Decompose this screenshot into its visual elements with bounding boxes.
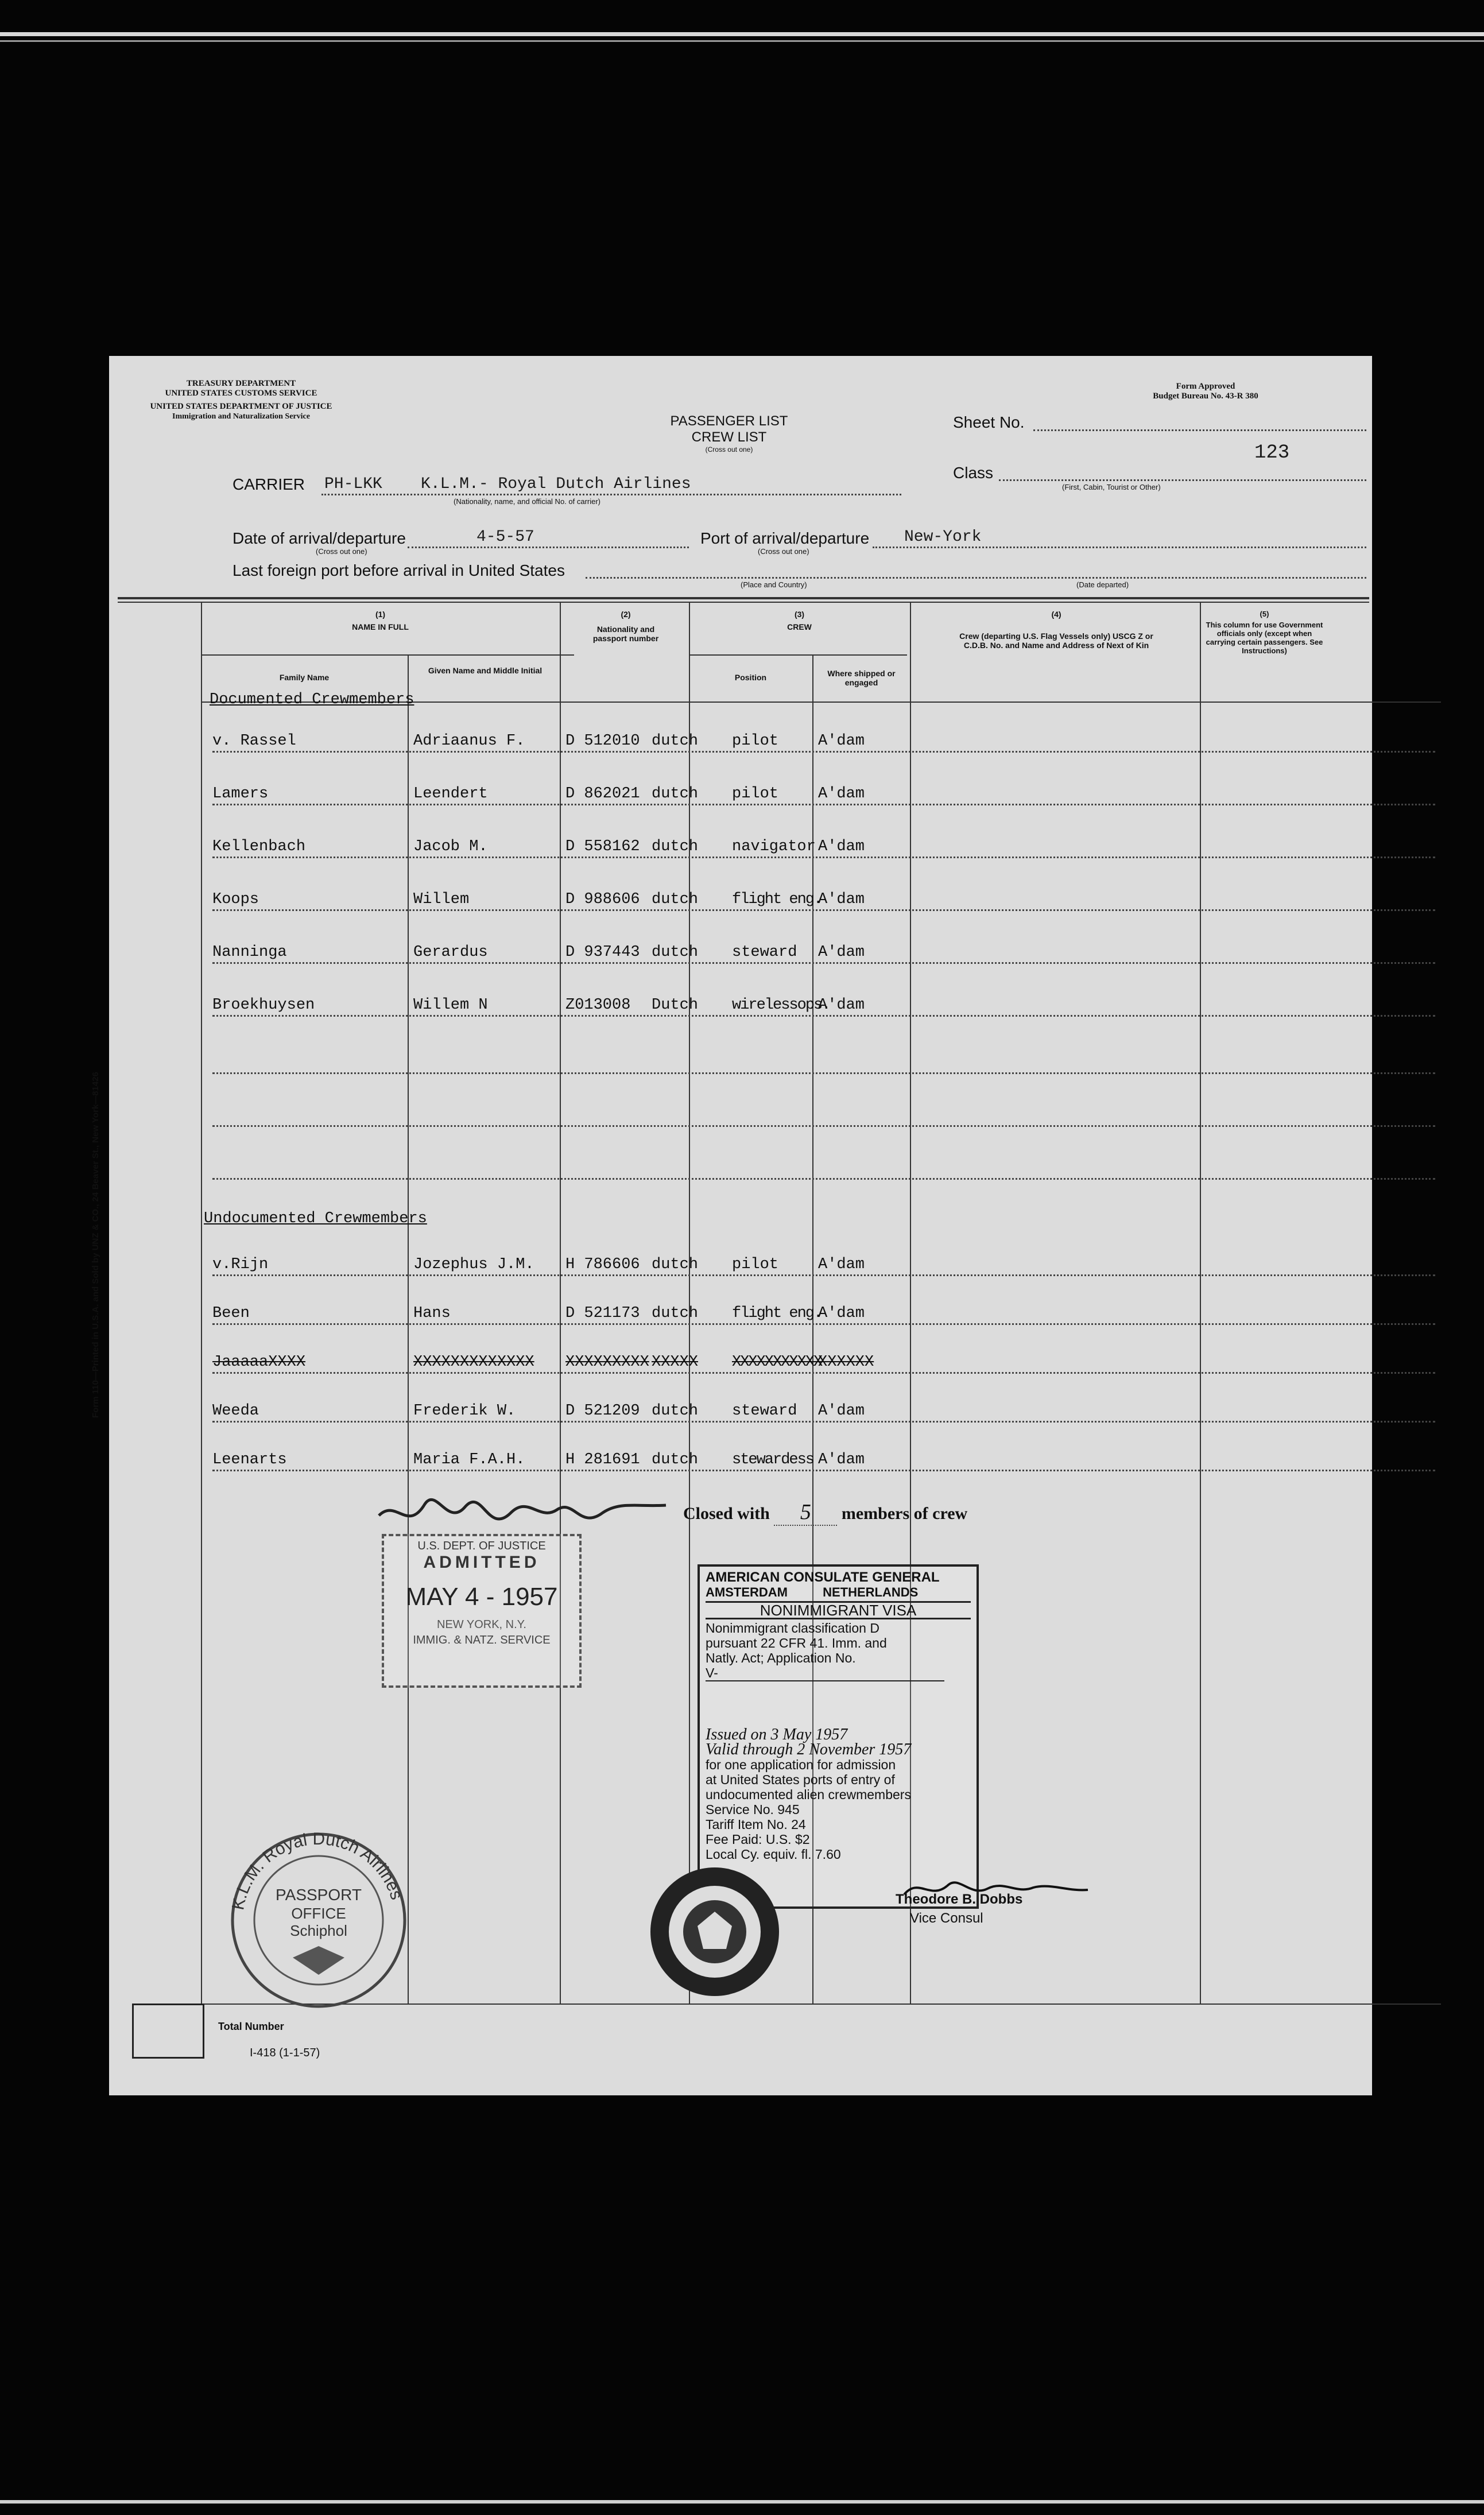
date-line: [408, 547, 689, 548]
form-approved: Form Approved: [1176, 382, 1235, 391]
undocumented-row-shipped: A'dam: [818, 1451, 865, 1468]
documented-row-shipped: A'dam: [818, 785, 865, 803]
visa-line11: at United States ports of entry of: [706, 1772, 895, 1787]
col-nat-crew: [689, 602, 690, 2004]
consul-signature: [901, 1871, 1091, 1906]
undocumented-row-given: Hans: [413, 1305, 451, 1322]
col3-num: (3): [794, 610, 805, 619]
documented-row-shipped: A'dam: [818, 944, 865, 961]
total-number-label: Total Number: [218, 2021, 284, 2032]
port-note: (Cross out one): [758, 547, 809, 556]
klm-line1: PASSPORT: [276, 1886, 362, 1904]
crown-icon: [293, 1946, 344, 1975]
form-number: I-418 (1-1-57): [250, 2047, 320, 2059]
table-top-rule-2: [118, 602, 1369, 603]
undocumented-row-position: pilot: [732, 1256, 779, 1273]
klm-line2: OFFICE: [291, 1905, 346, 1922]
documented-row-given: Willem N: [413, 997, 488, 1014]
undocumented-row-position: XXXXXXXXXXX: [732, 1354, 822, 1371]
closed-label: Closed with: [683, 1504, 770, 1523]
undocumented-row-passport: H 281691: [565, 1451, 640, 1468]
documented-row-shipped: A'dam: [818, 997, 865, 1014]
undocumented-row-nat: XXXXX: [652, 1354, 699, 1371]
documented-row-family: Lamers: [212, 785, 269, 803]
dept-treasury: TREASURY DEPARTMENT: [186, 379, 296, 388]
crew-list-form: [91, 356, 1372, 2095]
documented-row-passport: D 512010: [565, 733, 640, 750]
undocumented-row-family: Been: [212, 1305, 250, 1322]
documented-row-line: [212, 857, 1435, 858]
port-line: [873, 547, 1366, 548]
undocumented-row-line: [212, 1323, 1435, 1325]
undocumented-row-given: Jozephus J.M.: [413, 1256, 534, 1273]
documented-row-position: flight eng.: [732, 891, 822, 908]
visa-line15: Fee Paid: U.S. $2: [706, 1832, 810, 1847]
visa-line7: V-: [706, 1665, 944, 1681]
title-note: (Cross out one): [705, 445, 753, 454]
crew-sub-rule: [689, 654, 907, 656]
undocumented-row-nat: dutch: [652, 1305, 699, 1322]
name-sub-rule: [201, 654, 574, 656]
shipped-header: Where shipped or engaged: [827, 669, 896, 687]
admitted-line2: ADMITTED: [423, 1553, 540, 1572]
department-header: [132, 379, 350, 421]
date-label: Date of arrival/departure: [233, 529, 406, 547]
undocumented-header: Undocumented Crewmembers: [204, 1210, 427, 1227]
undocumented-row-passport: H 786606: [565, 1256, 640, 1273]
consul-name: Theodore B. Dobbs: [896, 1892, 1023, 1907]
col3-header: [689, 610, 910, 631]
col5-title: This column for use Government officials only (except when carrying certain passengers. See Instructions): [1206, 621, 1323, 655]
closed-suffix: members of crew: [841, 1504, 968, 1523]
undocumented-row-shipped: A'dam: [818, 1256, 865, 1273]
undocumented-row-shipped: A'dam: [818, 1402, 865, 1420]
col1-title: NAME IN FULL: [352, 622, 409, 631]
col4-header: [913, 610, 1200, 650]
documented-row-position: pilot: [732, 785, 779, 803]
sheet-number: 123: [1254, 442, 1290, 464]
dept-justice: UNITED STATES DEPARTMENT OF JUSTICE: [150, 402, 332, 411]
col-name-nat: [560, 602, 561, 2004]
documented-row-passport: D 937443: [565, 944, 640, 961]
col5-num: (5): [1260, 610, 1269, 618]
scan-border-top: [0, 32, 1484, 36]
undocumented-row-given: XXXXXXXXXXXXX: [413, 1354, 534, 1371]
documented-row-shipped: A'dam: [818, 891, 865, 908]
visa-stamp: [698, 1564, 979, 1909]
documented-row-line: [212, 962, 1435, 964]
documented-row-passport: D 558162: [565, 838, 640, 855]
visa-line6: Natly. Act; Application No.: [706, 1650, 856, 1665]
undocumented-row-nat: dutch: [652, 1402, 699, 1420]
documented-row-nat: Dutch: [652, 997, 699, 1014]
col-left-border: [201, 602, 202, 2004]
documented-row-position: pilot: [732, 733, 779, 750]
undocumented-row-position: stewardess: [732, 1451, 814, 1468]
family-header: Family Name: [279, 673, 330, 682]
blank-row-line: [212, 1125, 1435, 1127]
documented-row-family: Broekhuysen: [212, 997, 315, 1014]
admitted-line4: NEW YORK, N.Y.: [437, 1618, 526, 1631]
carrier-line: [321, 494, 901, 495]
admitted-line1: U.S. DEPT. OF JUSTICE: [417, 1540, 546, 1552]
lastport-note: (Place and Country): [741, 580, 807, 589]
documented-row-shipped: A'dam: [818, 838, 865, 855]
visa-line9: Valid through 2 November 1957: [706, 1741, 912, 1758]
title-passenger-list: PASSENGER LIST: [670, 413, 788, 429]
date-value: 4-5-57: [476, 528, 534, 546]
documented-row-nat: dutch: [652, 944, 699, 961]
blank-row-line: [212, 1178, 1435, 1180]
undocumented-row-family: v.Rijn: [212, 1256, 269, 1273]
list-title: [660, 413, 798, 454]
documented-row-nat: dutch: [652, 891, 699, 908]
undocumented-row-position: flight eng.: [732, 1305, 822, 1322]
documented-row-position: steward: [732, 944, 797, 961]
title-crew-list: CREW LIST: [691, 429, 767, 445]
undocumented-row-passport: D 521173: [565, 1305, 640, 1322]
undocumented-row-family: JaaaaaXXXX: [212, 1354, 306, 1371]
approval-note: [1108, 382, 1303, 401]
undocumented-row-line: [212, 1470, 1435, 1471]
visa-line12: undocumented alien crewmembers: [706, 1787, 911, 1802]
class-note: (First, Cabin, Tourist or Other): [1062, 483, 1161, 491]
documented-row-given: Adriaanus F.: [413, 733, 525, 750]
undocumented-row-line: [212, 1421, 1435, 1423]
closed-count: 5: [774, 1499, 837, 1526]
position-header: Position: [734, 673, 767, 682]
class-line: [999, 479, 1366, 481]
col4-title: Crew (departing U.S. Flag Vessels only) USCG Z or C.D.B. No. and Name and Address of Next of Kin: [959, 631, 1153, 650]
documented-row-family: Nanninga: [212, 944, 287, 961]
documented-row-position: wirelessops.: [732, 997, 830, 1014]
sheet-line: [1033, 429, 1366, 431]
documented-row-given: Jacob M.: [413, 838, 488, 855]
admitted-line3: MAY 4 - 1957: [405, 1583, 558, 1611]
documented-row-given: Gerardus: [413, 944, 488, 961]
visa-line16: Local Cy. equiv. fl. 7.60: [706, 1847, 841, 1862]
datedeparted-note: (Date departed): [1076, 580, 1129, 589]
consul-title: Vice Consul: [910, 1911, 983, 1926]
scan-border-bottom: [0, 2500, 1484, 2504]
visa-line2: AMSTERDAM NETHERLANDS: [706, 1585, 919, 1599]
col2-title: Nationality and passport number: [592, 625, 659, 643]
undocumented-row-nat: dutch: [652, 1451, 699, 1468]
col-kin-govt: [1200, 602, 1201, 2004]
blank-row-line: [212, 1072, 1435, 1074]
col2-header: [563, 610, 689, 643]
documented-row-nat: dutch: [652, 785, 699, 803]
documented-row-nat: dutch: [652, 733, 699, 750]
col4-num: (4): [1051, 610, 1061, 619]
documented-row-passport: D 862021: [565, 785, 640, 803]
undocumented-row-given: Frederik W.: [413, 1402, 516, 1420]
carrier-value: PH-LKK K.L.M.- Royal Dutch Airlines: [324, 475, 691, 493]
col1-num: (1): [375, 610, 386, 619]
documented-row-passport: Z013008: [565, 997, 631, 1014]
class-label: Class: [953, 464, 994, 482]
consulate-seal: [646, 1863, 784, 2001]
undocumented-row-shipped: XXXXXX: [818, 1354, 874, 1371]
closed-with: [683, 1499, 967, 1526]
documented-row-line: [212, 751, 1435, 753]
visa-line14: Tariff Item No. 24: [706, 1817, 806, 1832]
undocumented-row-family: Weeda: [212, 1402, 259, 1420]
documented-row-family: Koops: [212, 891, 259, 908]
col1-header: [201, 610, 560, 631]
side-print-text: Form 110—Printed in U.S.A. and Sold by UNZ & CO., 24 Beaver St., New York—81426: [91, 1072, 100, 1418]
undocumented-row-shipped: A'dam: [818, 1305, 865, 1322]
documented-row-family: v. Rassel: [212, 733, 296, 750]
visa-line4: Nonimmigrant classification D: [706, 1621, 879, 1636]
undocumented-row-family: Leenarts: [212, 1451, 287, 1468]
documented-row-line: [212, 909, 1435, 911]
visa-line8: Issued on 3 May 1957: [706, 1726, 848, 1743]
visa-line1: AMERICAN CONSULATE GENERAL: [706, 1570, 940, 1585]
admitted-line5: IMMIG. & NATZ. SERVICE: [413, 1634, 551, 1646]
undocumented-row-position: steward: [732, 1402, 797, 1420]
lastport-line: [586, 577, 1366, 579]
visa-line13: Service No. 945: [706, 1802, 800, 1817]
carrier-label: CARRIER: [233, 475, 305, 493]
undocumented-row-given: Maria F.A.H.: [413, 1451, 525, 1468]
lastport-label: Last foreign port before arrival in United States: [233, 561, 565, 579]
col3-title: CREW: [787, 622, 812, 631]
documented-row-family: Kellenbach: [212, 838, 306, 855]
port-value: New-York: [904, 528, 982, 546]
table-top-rule: [118, 597, 1369, 599]
undocumented-row-passport: XXXXXXXXX: [565, 1354, 649, 1371]
klm-stamp: [224, 1826, 413, 2015]
documented-row-passport: D 988606: [565, 891, 640, 908]
documented-header: Documented Crewmembers: [210, 691, 414, 708]
scan-border-top-thin: [0, 40, 1484, 42]
undocumented-row-line: [212, 1372, 1435, 1374]
col2-num: (2): [621, 610, 631, 619]
documented-row-given: Willem: [413, 891, 470, 908]
documented-row-line: [212, 1015, 1435, 1017]
dept-ins: Immigration and Naturalization Service: [172, 412, 310, 421]
documented-row-given: Leendert: [413, 785, 488, 803]
carrier-note: (Nationality, name, and official No. of carrier): [454, 497, 601, 506]
given-header: Given Name and Middle Initial: [428, 666, 543, 675]
documented-row-nat: dutch: [652, 838, 699, 855]
sheet-label: Sheet No.: [953, 413, 1025, 431]
documented-row-shipped: A'dam: [818, 733, 865, 750]
undocumented-row-passport: D 521209: [565, 1402, 640, 1420]
documented-row-line: [212, 804, 1435, 805]
klm-line3: Schiphol: [290, 1922, 347, 1939]
budget-bureau: Budget Bureau No. 43-R 380: [1153, 392, 1258, 401]
visa-line10: for one application for admission: [706, 1757, 896, 1772]
visa-line5: pursuant 22 CFR 41. Imm. and: [706, 1636, 887, 1650]
undocumented-row-line: [212, 1274, 1435, 1276]
documented-row-position: navigator: [732, 838, 816, 855]
total-number-box[interactable]: [132, 2004, 204, 2059]
klm-ring-text: K.L.M. Royal Dutch Airlines: [228, 1829, 406, 1912]
visa-line3: NONIMMIGRANT VISA: [706, 1601, 971, 1619]
dept-customs: UNITED STATES CUSTOMS SERVICE: [165, 389, 317, 398]
date-note: (Cross out one): [316, 547, 367, 556]
admitted-stamp: [382, 1534, 582, 1688]
port-label: Port of arrival/departure: [700, 529, 870, 547]
undocumented-row-nat: dutch: [652, 1256, 699, 1273]
col5-header: [1203, 610, 1326, 655]
